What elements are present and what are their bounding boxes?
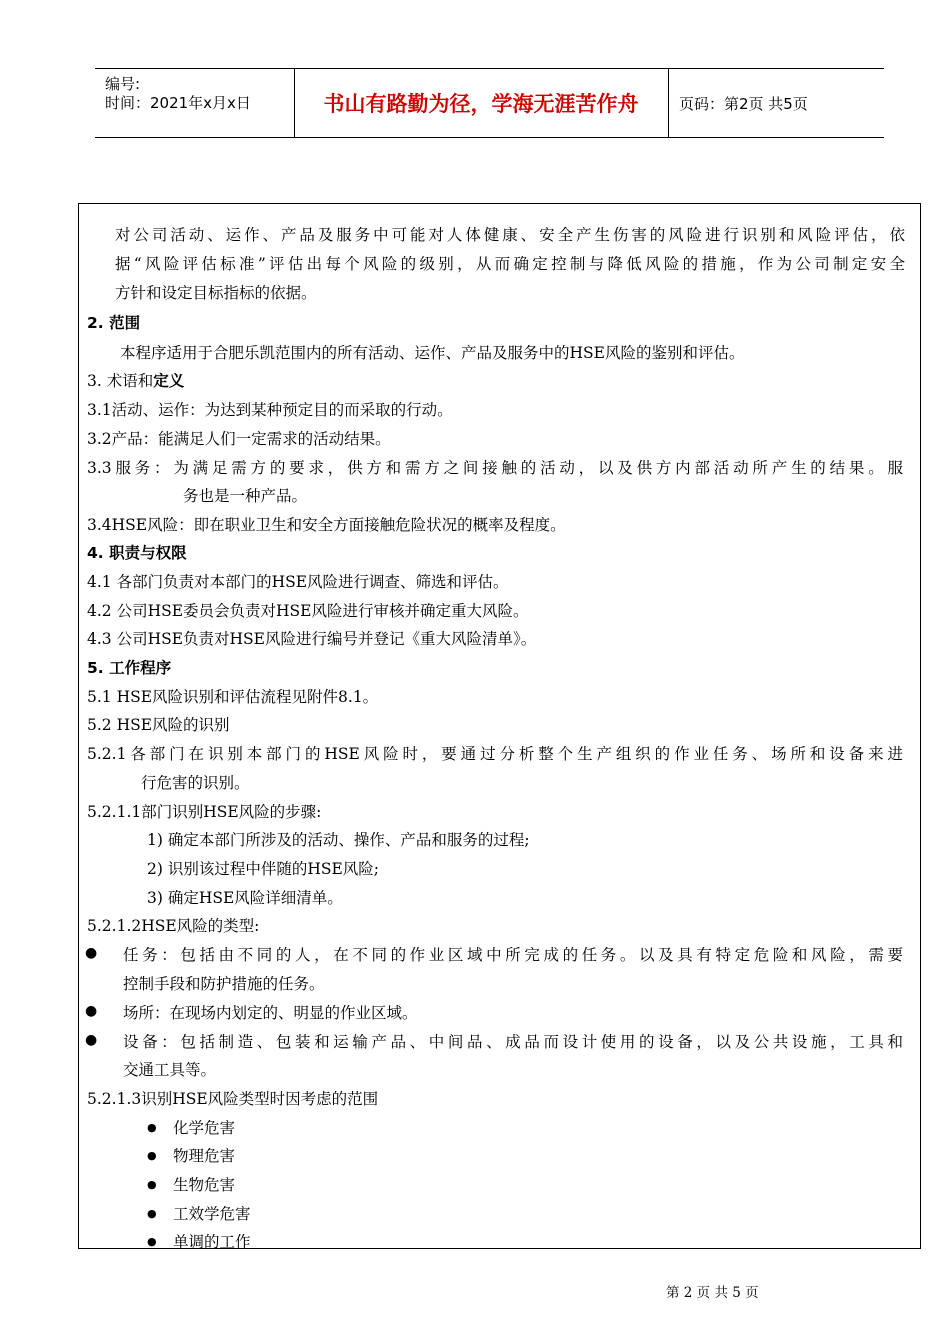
bullet-small-icon: ● [147,1149,157,1162]
intro-line-2: 据“风险评估标准”评估出每个风险的级别，从而确定控制与降低风险的措施，作为公司制定安全 [115,255,905,273]
time-label: 时间：2021年x月x日 [105,94,251,112]
hazard-item: 化学危害 [173,1119,236,1137]
item-5-2: 5.2 HSE风险的识别 [87,716,230,734]
item-3-3-line-1: 3.3服务：为满足需方的要求，供方和需方之间接触的活动，以及供方内部活动所产生的结果。服 [87,459,903,477]
item-5-2-1-2: 5.2.1.2HSE风险的类型: [87,917,260,935]
intro-line-1: 对公司活动、运作、产品及服务中可能对人体健康、安全产生伤害的风险进行识别和风险评估，依 [115,226,905,244]
page-header [95,68,884,138]
item-5-2-1-1: 5.2.1.1部门识别HSE风险的步骤: [87,803,322,821]
bullet-small-icon: ● [147,1207,157,1220]
item-3-1: 3.1活动、运作：为达到某种预定目的而采取的行动。 [87,401,453,419]
bullet-item-line: 任务：包括由不同的人，在不同的作业区域中所完成的任务。以及具有特定危险和风险，需要 [123,946,903,964]
bullet-dot-icon: ● [85,1032,98,1048]
bullet-item-line: 场所：在现场内划定的、明显的作业区域。 [123,1004,418,1022]
bullet-dot-icon: ● [85,1003,98,1019]
item-3-2: 3.2产品：能满足人们一定需求的活动结果。 [87,430,391,448]
step-item: 2) 识别该过程中伴随的HSE风险; [147,860,380,878]
step-item: 1) 确定本部门所涉及的活动、操作、产品和服务的过程; [147,831,530,849]
bullet-item-line: 交通工具等。 [123,1061,217,1079]
item-3-3-line-2: 务也是一种产品。 [183,487,308,505]
section-3-title [87,371,184,391]
header-meta-cell [95,69,295,137]
item-5-2-1-line-2: 行危害的识别。 [141,774,250,792]
hazard-item: 单调的工作 [173,1233,251,1251]
section-2-title: 2. 范围 [87,314,141,332]
page-label: 页码：第2页 共5页 [679,94,808,113]
bullet-small-icon: ● [147,1178,157,1191]
section-3-title-a: 3. 术语和 [87,372,154,390]
item-4-3: 4.3 公司HSE负责对HSE风险进行编号并登记《重大风险清单》。 [87,630,537,648]
step-item: 3) 确定HSE风险详细清单。 [147,889,343,907]
item-5-1: 5.1 HSE风险识别和评估流程见附件8.1。 [87,688,379,706]
section-2-text: 本程序适用于合肥乐凯范围内的所有活动、运作、产品及服务中的HSE风险的鉴别和评估。 [120,344,745,362]
hazard-item: 工效学危害 [173,1205,251,1223]
item-5-2-1-line-1: 5.2.1各部门在识别本部门的HSE风险时，要通过分析整个生产组织的作业任务、场所和设备来进 [87,745,903,763]
bullet-item-line: 控制手段和防护措施的任务。 [123,975,325,993]
section-3-title-b: 定义 [153,372,185,390]
item-3-4: 3.4HSE风险：即在职业卫生和安全方面接触危险状况的概率及程度。 [87,516,566,534]
hazard-item: 生物危害 [173,1176,236,1194]
hazard-item: 物理危害 [173,1147,236,1165]
content-box [78,203,921,1249]
item-4-1: 4.1 各部门负责对本部门的HSE风险进行调查、筛选和评估。 [87,573,509,591]
bullet-item-line: 设备：包括制造、包装和运输产品、中间品、成品而设计使用的设备，以及公共设施，工具和 [123,1033,903,1051]
section-5-title: 5. 工作程序 [87,659,172,677]
code-label: 编号: [105,75,141,93]
item-5-2-1-3: 5.2.1.3识别HSE风险类型时因考虑的范围 [87,1090,379,1108]
header-page-cell [669,69,884,137]
header-motto: 书山有路勤为径，学海无涯苦作舟 [294,69,669,137]
section-4-title: 4. 职责与权限 [87,544,187,562]
bullet-small-icon: ● [147,1235,157,1248]
intro-line-3: 方针和设定目标指标的依据。 [115,284,317,302]
bullet-dot-icon: ● [85,945,98,961]
item-4-2: 4.2 公司HSE委员会负责对HSE风险进行审核并确定重大风险。 [87,602,529,620]
bullet-small-icon: ● [147,1121,157,1134]
page-footer: 第 2 页 共 5 页 [666,1285,759,1301]
